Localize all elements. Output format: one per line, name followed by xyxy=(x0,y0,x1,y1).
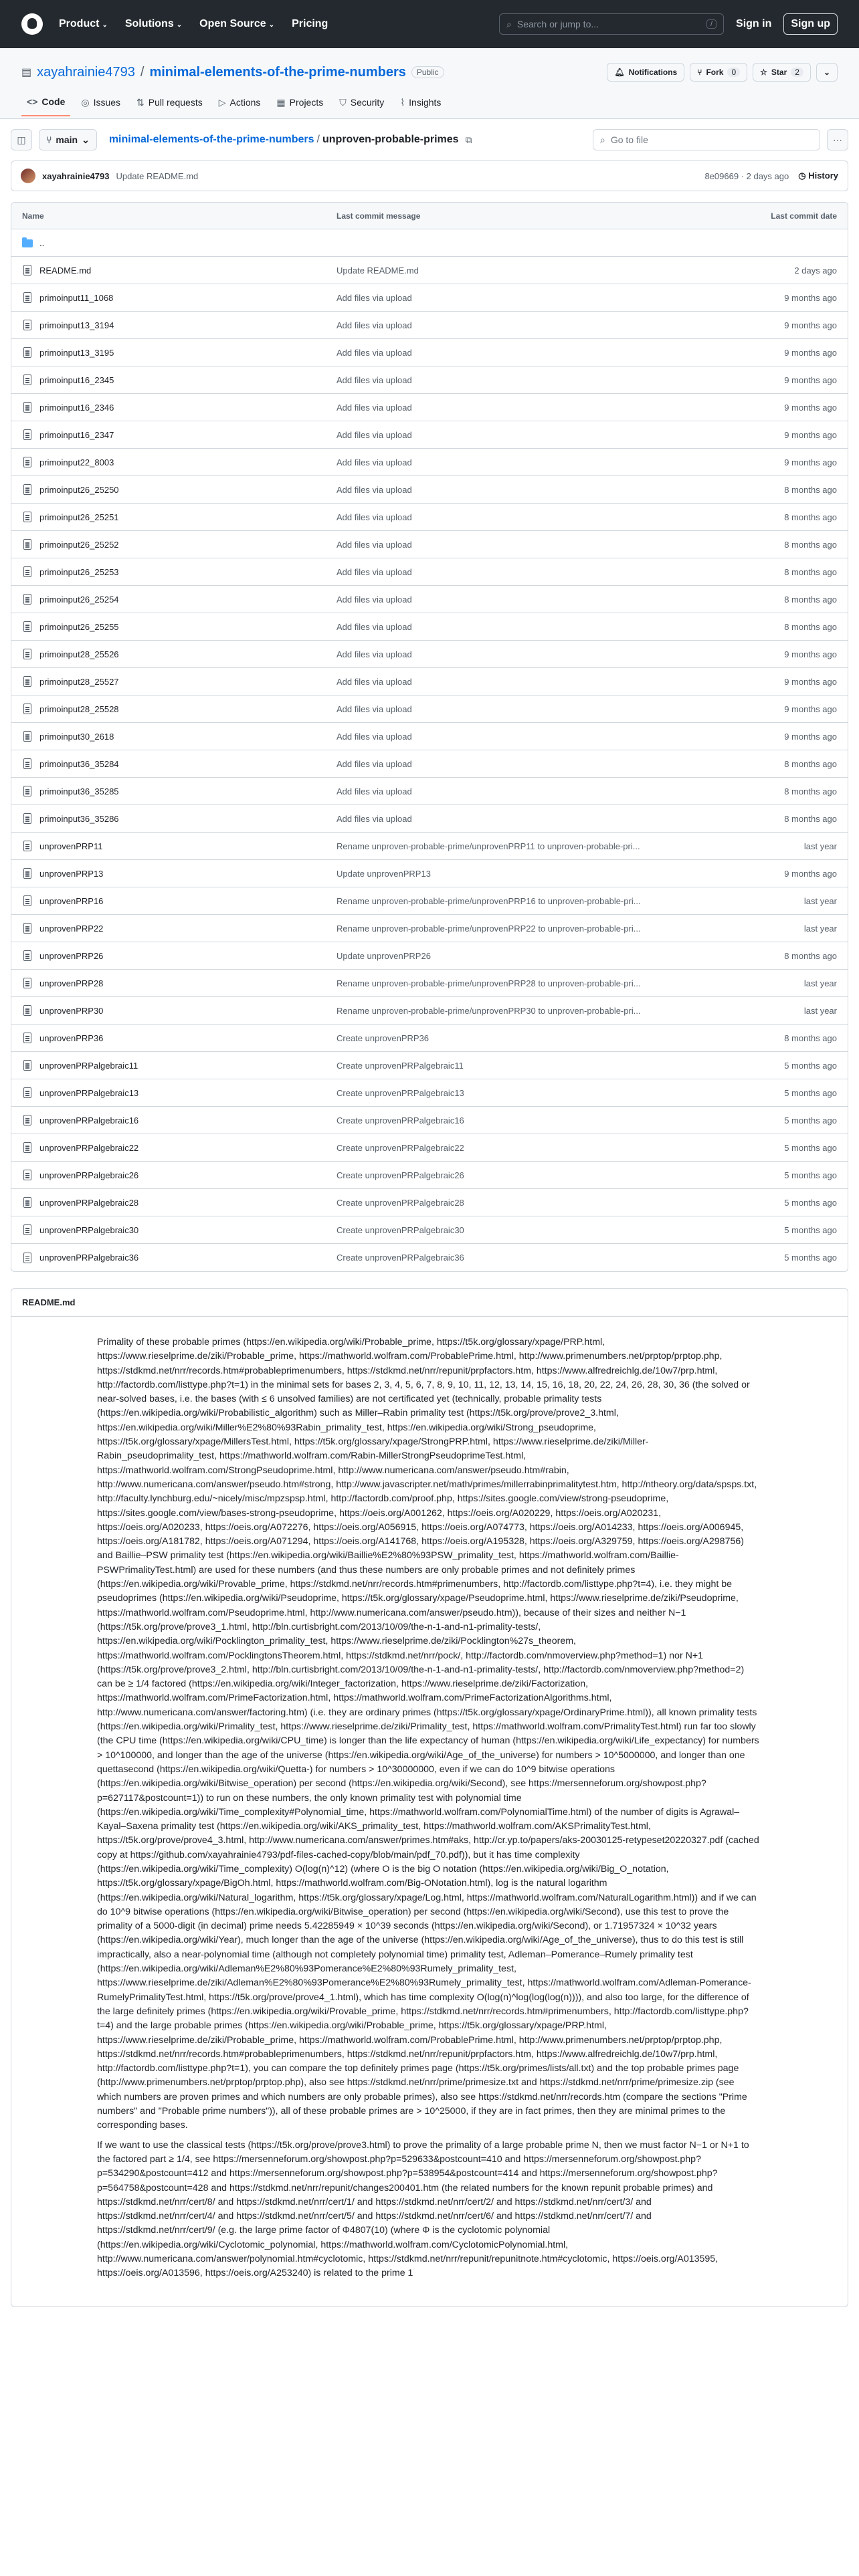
file-commit-message[interactable]: Rename unproven-probable-prime/unprovenPRP30 to unproven-probable-pri... xyxy=(337,1005,641,1016)
file-name-link[interactable]: primoinput16_2346 xyxy=(39,402,114,413)
file-commit-date: 5 months ago xyxy=(784,1253,837,1263)
file-name-link[interactable]: README.md xyxy=(39,265,92,276)
file-commit-message[interactable]: Add files via upload xyxy=(337,484,412,495)
github-logo-icon[interactable] xyxy=(21,13,43,35)
star-count: 2 xyxy=(791,68,803,77)
file-name-link[interactable]: primoinput26_25254 xyxy=(39,594,119,605)
commit-time: · 2 days ago xyxy=(741,171,789,181)
global-search-input[interactable] xyxy=(499,13,724,35)
file-icon xyxy=(23,868,31,879)
table-row[interactable] xyxy=(11,312,848,339)
file-commit-message[interactable]: Create unprovenPRPalgebraic36 xyxy=(337,1253,464,1263)
kebab-icon: ··· xyxy=(833,134,842,145)
table-row[interactable] xyxy=(11,641,848,668)
file-name-link[interactable]: primoinput13_3195 xyxy=(39,347,114,358)
table-row[interactable] xyxy=(11,229,848,257)
table-row[interactable] xyxy=(11,613,848,641)
table-row[interactable] xyxy=(11,586,848,613)
file-icon xyxy=(23,621,31,632)
repo-name-link[interactable]: minimal-elements-of-the-prime-numbers xyxy=(149,64,406,80)
file-commit-date: 9 months ago xyxy=(784,704,837,714)
path-bar xyxy=(0,119,859,160)
file-icon xyxy=(23,813,31,824)
file-icon xyxy=(23,347,31,358)
file-commit-message[interactable]: Rename unproven-probable-prime/unprovenPRP16 to unproven-probable-pri... xyxy=(337,895,641,906)
file-commit-message[interactable]: Add files via upload xyxy=(337,457,412,467)
folder-icon xyxy=(22,239,33,247)
file-name-link[interactable]: primoinput26_25250 xyxy=(39,484,119,495)
file-commit-message[interactable]: Rename unproven-probable-prime/unprovenPRP11 to unproven-probable-pri... xyxy=(337,841,640,851)
repo-tabs xyxy=(21,96,838,116)
file-icon xyxy=(23,1060,31,1071)
file-commit-date: 5 months ago xyxy=(784,1224,837,1235)
file-commit-message[interactable]: Add files via upload xyxy=(337,594,412,605)
issue-icon: ◎ xyxy=(81,96,90,108)
readme-panel xyxy=(11,1288,848,2307)
file-name-link[interactable]: unprovenPRPalgebraic13 xyxy=(39,1087,139,1098)
branch-selector[interactable]: ⑂ main ⌄ xyxy=(39,129,97,150)
file-name-link[interactable]: unprovenPRP26 xyxy=(39,950,104,961)
file-commit-message[interactable]: Create unprovenPRPalgebraic28 xyxy=(337,1197,464,1208)
chevron-down-icon: ⌄ xyxy=(102,21,108,29)
file-icon xyxy=(23,841,31,851)
chevron-down-icon: ⌄ xyxy=(176,21,183,29)
file-name-link[interactable]: unprovenPRP11 xyxy=(39,841,103,851)
table-row[interactable] xyxy=(11,1134,848,1162)
file-name-link[interactable]: unprovenPRP28 xyxy=(39,978,104,988)
repo-header xyxy=(0,48,859,119)
file-commit-message[interactable]: Add files via upload xyxy=(337,566,412,577)
table-icon: ▦ xyxy=(276,96,286,108)
tab-insights[interactable]: ⌇ Insights xyxy=(400,96,442,108)
file-commit-date: 8 months ago xyxy=(784,566,837,577)
branch-icon: ⑂ xyxy=(46,134,52,145)
file-icon xyxy=(23,1005,31,1016)
file-commit-date: 9 months ago xyxy=(784,649,837,659)
file-commit-date: 8 months ago xyxy=(784,950,837,961)
file-commit-message[interactable]: Add files via upload xyxy=(337,786,412,796)
table-row[interactable] xyxy=(11,504,848,531)
table-row[interactable] xyxy=(11,750,848,778)
table-row[interactable] xyxy=(11,366,848,394)
tab-pull-requests[interactable]: ⇅ Pull requests xyxy=(136,96,203,108)
file-commit-date: 5 months ago xyxy=(784,1060,837,1071)
file-name-link[interactable]: unprovenPRP22 xyxy=(39,923,104,934)
file-icon xyxy=(23,649,31,659)
file-icon xyxy=(23,704,31,714)
bell-icon: 🔔︎ xyxy=(614,68,625,77)
file-commit-date: 8 months ago xyxy=(784,813,837,824)
file-commit-date: 9 months ago xyxy=(784,320,837,330)
file-commit-message[interactable]: Create unprovenPRPalgebraic16 xyxy=(337,1115,464,1125)
file-commit-date: last year xyxy=(803,923,837,934)
file-icon xyxy=(23,402,31,413)
file-commit-message[interactable]: Add files via upload xyxy=(337,813,412,824)
table-row[interactable] xyxy=(11,833,848,860)
file-commit-date: 9 months ago xyxy=(784,429,837,440)
side-panel-toggle-button[interactable] xyxy=(11,129,32,150)
pull-request-icon: ⇅ xyxy=(136,96,145,108)
file-name-link[interactable]: unprovenPRP16 xyxy=(39,895,104,906)
readme-body xyxy=(11,1317,848,2306)
file-icon xyxy=(23,374,31,385)
table-row[interactable] xyxy=(11,805,848,833)
file-name-link[interactable]: primoinput36_35284 xyxy=(39,758,119,769)
breadcrumb-root-link[interactable]: minimal-elements-of-the-prime-numbers xyxy=(108,134,314,145)
file-name-link[interactable]: primoinput26_25253 xyxy=(39,566,119,577)
file-commit-message[interactable]: Create unprovenPRPalgebraic30 xyxy=(337,1224,464,1235)
star-icon: ☆ xyxy=(760,68,767,77)
file-commit-message[interactable]: Update README.md xyxy=(337,265,419,276)
search-shortcut-key: / xyxy=(706,19,717,29)
column-name: Name xyxy=(22,211,44,221)
table-row[interactable] xyxy=(11,970,848,997)
file-name-link[interactable]: unprovenPRPalgebraic26 xyxy=(39,1170,139,1180)
file-name-link[interactable]: .. xyxy=(39,237,45,248)
file-name-link[interactable]: primoinput16_2347 xyxy=(39,429,114,440)
tab-issues[interactable]: ◎ Issues xyxy=(81,96,121,108)
table-row[interactable] xyxy=(11,531,848,558)
file-commit-message[interactable]: Add files via upload xyxy=(337,758,412,769)
file-commit-message[interactable]: Add files via upload xyxy=(337,676,412,687)
repo-icon: ▤ xyxy=(21,67,32,78)
file-icon xyxy=(23,1170,31,1180)
file-commit-date: 5 months ago xyxy=(784,1087,837,1098)
table-row[interactable] xyxy=(11,695,848,723)
file-name-link[interactable]: primoinput22_8003 xyxy=(39,457,114,467)
nav-product[interactable]: Product ⌄ xyxy=(59,18,108,29)
file-icon xyxy=(23,1142,31,1153)
file-commit-date: 8 months ago xyxy=(784,758,837,769)
table-row[interactable] xyxy=(11,915,848,942)
file-commit-date: 9 months ago xyxy=(784,402,837,413)
notifications-button[interactable]: 🔔︎ Notifications xyxy=(607,63,684,82)
file-icon xyxy=(23,676,31,687)
file-commit-message[interactable]: Add files via upload xyxy=(337,649,412,659)
fork-icon: ⑂ xyxy=(697,68,702,77)
column-commit-message: Last commit message xyxy=(337,211,421,221)
table-row[interactable] xyxy=(11,723,848,750)
table-row[interactable] xyxy=(11,257,848,284)
file-icon xyxy=(23,1253,31,1263)
file-commit-message[interactable]: Create unprovenPRPalgebraic11 xyxy=(337,1060,464,1071)
file-commit-date: 8 months ago xyxy=(784,1033,837,1043)
play-icon: ▷ xyxy=(218,96,226,108)
file-commit-message[interactable]: Create unprovenPRPalgebraic26 xyxy=(337,1170,464,1180)
more-options-button[interactable] xyxy=(827,129,848,150)
file-icon xyxy=(23,1033,31,1043)
readme-title: README.md xyxy=(11,1289,848,1317)
file-commit-message[interactable]: Create unprovenPRP36 xyxy=(337,1033,430,1043)
table-row[interactable] xyxy=(11,1162,848,1189)
global-header xyxy=(0,0,859,48)
file-name-link[interactable]: primoinput28_25526 xyxy=(39,649,119,659)
chevron-down-icon: ⌄ xyxy=(268,21,275,29)
chevron-down-icon: ⌄ xyxy=(82,134,90,145)
file-commit-date: last year xyxy=(803,1005,837,1016)
fork-button[interactable]: ⑂ Fork 0 xyxy=(690,63,747,82)
copy-path-icon[interactable]: ⧉ xyxy=(465,134,472,145)
file-name-link[interactable]: unprovenPRPalgebraic28 xyxy=(39,1197,139,1208)
file-icon xyxy=(23,731,31,742)
table-row[interactable] xyxy=(11,860,848,887)
file-commit-date: 5 months ago xyxy=(784,1170,837,1180)
table-row[interactable] xyxy=(11,1107,848,1134)
history-icon: ◷ xyxy=(798,171,806,181)
file-name-link[interactable]: primoinput26_25255 xyxy=(39,621,119,632)
file-commit-date: 8 months ago xyxy=(784,539,837,550)
column-commit-date: Last commit date xyxy=(771,211,837,221)
file-icon xyxy=(23,566,31,577)
readme-paragraph: Primality of these probable primes (https://en.wikipedia.org/wiki/Probable_prime, https://t5k.org/glossary/xpage/PRP.html, https://www.rieselprime.de/ziki/Probable_prime, https://mathworld.wolfram.com/ProbablePrime.html, http://www.primenumbers.net/prptop/prptop.php, https://stdkmd.net/nrr/records.htm#probableprimenumbers, https://stdkmd.net/nrr/repunit/prpfactors.htm, https://www.alfredreichlg.de/10w7/prp.html, http://factordb.com/listtype.php?t=1) in the minimal sets for bases 2, 3, 4, 5, 6, 7, 8, 9, 10, 11, 12, 13, 14, 15, 16, 18, 20, 22, 24, 26, 28, 30, 36 (the solved or near-solved bases, i.e. the bases (with ≤ 6 unsolved families) are not certificated yet (technically, probable primality tests (https://en.wikipedia.org/wiki/Probabilistic_algorithm) such as Miller–Rabin primality test (https://t5k.org/prove/prove2_3.html, https://en.wikipedia.org/wiki/Miller%E2%80%93Rabin_primality_test, https://en.wikipedia.org/wiki/Strong_pseudoprime, https://t5k.org/glossary/xpage/MillersTest.html, https://t5k.org/glossary/xpage/StrongPRP.html, https://www.rieselprime.de/ziki/Miller-Rabin_pseudoprimality_test, https://mathworld.wolfram.com/Rabin-MillerStrongPseudoprimeTest.html, https://mathworld.wolfram.com/StrongPseudoprime.html, http://www.numericana.com/answer/pseudo.htm#rabin, http://www.numericana.com/answer/pseudo.htm#strong, http://www.javascripter.net/math/primes/millerrabinprimalitytest.htm, http://ntheory.org/data/spsps.txt, http://faculty.lynchburg.edu/~nicely/misc/mpzspsp.html, http://factordb.com/proof.php, https://sites.google.com/view/strong-pseudoprime, https://sites.google.com/view/bases-strong-pseudoprime, https://oeis.org/A001262, https://oeis.org/A020229, https://oeis.org/A020231, https://oeis.org/A020233, https://oeis.org/A072276, https://oeis.org/A056915, https://oeis.org/A074773, https://oeis.org/A014233, https://oeis.org/A006945, https://oeis.org/A181782, https://oeis.org/A071294, https://oeis.org/A141768, https://oeis.org/A195328, https://oeis.org/A329759, https://oeis.org/A298756) and Baillie–PSW primality test (https://en.wikipedia.org/wiki/Baillie%E2%80%93PSW_primality_test, https://mathworld.wolfram.com/Baillie-PSWPrimalityTest.html) are used for these numbers (and thus these numbers are only probable primes and not definitely primes (https://en.wikipedia.org/wiki/Provable_prime, https://stdkmd.net/nrr/records.htm#primenumbers, http://factordb.com/listtype.php?t=4), i.e. they might be pseudoprimes (https://en.wikipedia.org/wiki/Pseudoprime, https://t5k.org/glossary/xpage/Pseudoprime.html, https://www.rieselprime.de/ziki/Pseudoprime, https://mathworld.wolfram.com/Pseudoprime.html, http://www.numericana.com/answer/pseudo.htm)), because of their sizes and neither N−1 (https://t5k.org/prove/prove3_1.html, http://bln.curtisbright.com/2013/10/09/the-n-1-and-n1-primality-tests/, https://en.wikipedia.org/wiki/Pocklington_primality_test, https://www.rieselprime.de/ziki/Pocklington%27s_theorem, https://mathworld.wolfram.com/PocklingtonsTheorem.html, https://stdkmd.net/nrr/pock/, http://factordb.com/nmoverview.php?method=1) nor N+1 (https://t5k.org/prove/prove3_2.html, http://bln.curtisbright.com/2013/10/09/the-n-1-and-n1-primality-tests/, http://factordb.com/nmoverview.php?method=2) can be ≥ 1/4 factored (https://en.wikipedia.org/wiki/Integer_factorization, https://www.rieselprime.de/ziki/Factorization, https://mathworld.wolfram.com/PrimeFactorization.html, https://mathworld.wolfram.com/PrimeFactorizationAlgorithms.html, http://www.numericana.com/answer/factoring.htm) (i.e. they are ordinary primes (https://t5k.org/glossary/xpage/OrdinaryPrime.html)), all known primality tests (https://en.wikipedia.org/wiki/Primality_test, https://www.rieselprime.de/ziki/Primality_test, https://mathworld.wolfram.com/PrimalityTest.html) run far too slowly (the CPU time (https://en.wikipedia.org/wiki/CPU_time) is longer than the life expectancy of human (https://en.wikipedia.org/wiki/Life_expectancy) for numbers > 10^100000, and longer than the age of the universe (https://en.wikipedia.org/wiki/Age_of_the_universe) for numbers > 10^5000000, and longer than one quettasecond (https://en.wikipedia.org/wiki/Quetta-) for numbers > 10^30000000, even if we can do 10^9 bitwise operations (https://en.wikipedia.org/wiki/Bitwise_operation) per second (https://en.wikipedia.org/wiki/Second), see https://mersenneforum.org/showpost.php?p=627117&postcount=1)) to run on these numbers, the only known primality test with polynomial time (https://en.wikipedia.org/wiki/Time_complexity#Polynomial_time, https://mathworld.wolfram.com/PolynomialTime.html) of the number of digits is Agrawal–Kayal–Saxena primality test (https://en.wikipedia.org/wiki/AKS_primality_test, https://mathworld.wolfram.com/AKSPrimalityTest.html, https://t5k.org/prove/prove4_3.html, http://www.numericana.com/answer/primes.htm#aks, http://cr.yp.to/papers/aks-20030125-retypeset20220327.pdf (cached copy at https://github.com/xayahrainie4793/pdf-files-cached-copy/blob/main/pdf_70.pdf)), but it has time complexity (https://en.wikipedia.org/wiki/Time_complexity) O(log(n)^12) (where O is the big O notation (https://en.wikipedia.org/wiki/Big_O_notation, https://t5k.org/glossary/xpage/BigOh.html, https://mathworld.wolfram.com/Big-ONotation.html), log is the natural logarithm (https://en.wikipedia.org/wiki/Natural_logarithm, https://t5k.org/glossary/xpage/Log.html, https://mathworld.wolfram.com/NaturalLogarithm.html)) and if we can do 10^9 bitwise operations (https://en.wikipedia.org/wiki/Bitwise_operation) per second (https://en.wikipedia.org/wiki/Second), use this test to prove the primality of a 5000-digit (in decimal) prime needs 5.42285949 × 10^39 seconds (https://en.wikipedia.org/wiki/Second), or 1.71957324 × 10^32 years (https://en.wikipedia.org/wiki/Year), much longer than the age of the universe (https://en.wikipedia.org/wiki/Age_of_the_universe), thus to do this test is still impractically, also a near-polynomial time (although not completely polynomial time) primality test, Adleman–Pomerance–Rumely primality test (https://en.wikipedia.org/wiki/Adleman%E2%80%93Pomerance%E2%80%93Rumely_primality_test, https://www.rieselprime.de/ziki/Adleman%E2%80%93Pomerance%E2%80%93Rumely_primality_test, https://mathworld.wolfram.com/Adleman-Pomerance-RumelyPrimalityTest.html, https://t5k.org/prove/prove4_1.html), which has time complexity O(log(n)^log(log(log(n)))), and also too large, for the difference of the large definitely primes (https://en.wikipedia.org/wiki/Provable_prime, https://stdkmd.net/nrr/records.htm#primenumbers, http://factordb.com/listtype.php?t=4) and the large probable primes (https://en.wikipedia.org/wiki/Probable_prime, https://t5k.org/glossary/xpage/PRP.html, https://www.rieselprime.de/ziki/Probable_prime, https://mathworld.wolfram.com/ProbablePrime.html, http://www.primenumbers.net/prptop/prptop.php, https://stdkmd.net/nrr/records.htm#probableprimenumbers, https://stdkmd.net/nrr/repunit/prpfactors.htm, https://www.alfredreichlg.de/10w7/prp.html, http://factordb.com/listtype.php?t=1), you can compare the top definitely primes page (https://t5k.org/primes/lists/all.txt) and the top probable primes page (http://www.primenumbers.net/prptop/prptop.php), also see https://stdkmd.net/nrr/prime/primesize.txt and https://stdkmd.net/nrr/prime/primesize.zip (see which numbers are proven primes and which numbers are only probable primes), also see https://stdkmd.net/nrr/records.htm (compare the sections "Prime numbers" and "Probable prime numbers")), all of these probable primes are > 10^25000, if they are in fact primes, then they are minimal primes to the corresponding bases. xyxy=(97,1337,759,2131)
file-commit-date: 5 months ago xyxy=(784,1115,837,1125)
file-commit-message[interactable]: Update unprovenPRP26 xyxy=(337,950,431,961)
file-name-link[interactable]: unprovenPRPalgebraic22 xyxy=(39,1142,139,1153)
file-commit-message[interactable]: Add files via upload xyxy=(337,402,412,413)
file-icon xyxy=(23,484,31,495)
file-name-link[interactable]: primoinput28_25527 xyxy=(39,676,119,687)
repo-owner-link[interactable]: xayahrainie4793 xyxy=(37,64,135,80)
file-name-link[interactable]: unprovenPRP13 xyxy=(39,868,104,879)
table-row[interactable] xyxy=(11,1189,848,1216)
file-commit-date: 2 days ago xyxy=(794,265,837,276)
latest-commit-bar xyxy=(11,160,848,191)
graph-icon: ⌇ xyxy=(400,96,405,108)
file-name-link[interactable]: primoinput11_1068 xyxy=(39,292,114,303)
file-commit-date: 8 months ago xyxy=(784,786,837,796)
file-commit-message[interactable]: Add files via upload xyxy=(337,347,412,358)
file-commit-message[interactable]: Add files via upload xyxy=(337,704,412,714)
file-commit-date: 9 months ago xyxy=(784,676,837,687)
file-commit-date: 8 months ago xyxy=(784,484,837,495)
star-button[interactable]: ☆ Star 2 xyxy=(753,63,811,82)
file-icon xyxy=(23,1197,31,1208)
go-to-file-input[interactable]: ⌕ Go to file xyxy=(593,129,820,150)
breadcrumb: minimal-elements-of-the-prime-numbers / unproven-probable-primes xyxy=(108,134,459,145)
file-commit-date: 8 months ago xyxy=(784,512,837,522)
history-button[interactable]: ◷ History xyxy=(798,171,838,181)
sign-in-link[interactable]: Sign in xyxy=(736,18,772,29)
nav-pricing[interactable]: Pricing xyxy=(292,18,328,29)
file-icon xyxy=(23,594,31,605)
search-icon: ⌕ xyxy=(600,134,605,145)
file-commit-date: 9 months ago xyxy=(784,347,837,358)
visibility-badge: Public xyxy=(411,66,444,78)
file-name-link[interactable]: unprovenPRPalgebraic11 xyxy=(39,1060,138,1071)
file-name-link[interactable]: primoinput36_35285 xyxy=(39,786,119,796)
file-commit-message[interactable]: Add files via upload xyxy=(337,539,412,550)
file-commit-message[interactable]: Update unprovenPRP13 xyxy=(337,868,431,879)
table-row[interactable] xyxy=(11,339,848,366)
tab-projects[interactable]: ▦ Projects xyxy=(276,96,324,108)
tab-code[interactable]: <> Code xyxy=(21,96,70,116)
file-table-header xyxy=(11,203,848,229)
file-name-link[interactable]: primoinput26_25252 xyxy=(39,539,119,550)
file-commit-date: last year xyxy=(803,895,837,906)
file-icon xyxy=(23,265,31,276)
code-icon: <> xyxy=(27,96,38,107)
file-name-link[interactable]: unprovenPRPalgebraic36 xyxy=(39,1253,139,1263)
chevron-down-icon: ⌄ xyxy=(823,68,830,77)
table-row[interactable] xyxy=(11,1216,848,1244)
global-nav xyxy=(59,18,328,30)
nav-solutions[interactable]: Solutions ⌄ xyxy=(124,18,183,29)
file-icon xyxy=(23,950,31,961)
table-row[interactable] xyxy=(11,1052,848,1079)
file-name-link[interactable]: unprovenPRPalgebraic16 xyxy=(39,1115,139,1125)
file-name-link[interactable]: primoinput13_3194 xyxy=(39,320,114,330)
nav-open-source[interactable]: Open Source ⌄ xyxy=(199,18,275,29)
readme-paragraph: If we want to use the classical tests (https://t5k.org/prove/prove3.html) to prove the primality of a large probable prime N, then we must factor N−1 or N+1 to the factored part ≥ 1/4, see https://mersenneforum.org/showpost.php?p=529633&postcount=410 and https://mersenneforum.org/showpost.php?p=534290&postcount=412 and https://mersenneforum.org/showpost.php?p=538954&postcount=414 and https://mersenneforum.org/showpost.php?p=564758&postcount=428 and https://stdkmd.net/nrr/repunit/changes200401.htm (the related numbers for the known repunit probable primes) and https://stdkmd.net/nrr/cert/8/ and https://stdkmd.net/nrr/cert/1/ and https://stdkmd.net/nrr/cert/2/ and https://stdkmd.net/nrr/cert/3/ and https://stdkmd.net/nrr/cert/4/ and https://stdkmd.net/nrr/cert/5/ and https://stdkmd.net/nrr/cert/6/ and https://stdkmd.net/nrr/cert/7/ and https://stdkmd.net/nrr/cert/9/ (e.g. the large prime factor of Φ4807(10) (where Φ is the cyclotomic polynomial (https://en.wikipedia.org/wiki/Cyclotomic_polynomial, https://mathworld.wolfram.com/CyclotomicPolynomial.html, http://www.numericana.com/answer/polynomial.htm#cyclotomic, https://stdkmd.net/nrr/repunit/repunitnote.htm#cyclotomic, https://oeis.org/A013595, https://oeis.org/A013596, https://oeis.org/A253240) is related to the prime 1 xyxy=(97,2139,749,2279)
tab-actions[interactable]: ▷ Actions xyxy=(218,96,261,108)
file-icon xyxy=(23,978,31,988)
table-row[interactable] xyxy=(11,284,848,312)
file-table xyxy=(11,202,848,1272)
table-row[interactable] xyxy=(11,394,848,421)
file-commit-date: 5 months ago xyxy=(784,1197,837,1208)
file-commit-message[interactable]: Create unprovenPRPalgebraic13 xyxy=(337,1087,464,1098)
table-row[interactable] xyxy=(11,1244,848,1271)
star-dropdown-button[interactable] xyxy=(816,63,838,82)
file-commit-date: last year xyxy=(803,841,837,851)
file-commit-message[interactable]: Add files via upload xyxy=(337,292,412,303)
file-name-link[interactable]: primoinput36_35286 xyxy=(39,813,119,824)
file-commit-message[interactable]: Add files via upload xyxy=(337,374,412,385)
table-row[interactable] xyxy=(11,668,848,695)
table-row[interactable] xyxy=(11,942,848,970)
file-commit-date: 9 months ago xyxy=(784,731,837,742)
file-commit-date: 8 months ago xyxy=(784,621,837,632)
table-row[interactable] xyxy=(11,1079,848,1107)
file-commit-date: 9 months ago xyxy=(784,292,837,303)
file-commit-date: 9 months ago xyxy=(784,374,837,385)
file-icon xyxy=(23,895,31,906)
file-icon xyxy=(23,539,31,550)
table-row[interactable] xyxy=(11,887,848,915)
tab-security[interactable]: ⛉ Security xyxy=(339,96,385,108)
search-icon: ⌕ xyxy=(506,18,512,29)
commit-message[interactable]: Update README.md xyxy=(116,171,199,181)
file-icon xyxy=(23,786,31,796)
commit-author[interactable]: xayahrainie4793 xyxy=(42,171,110,181)
table-row[interactable] xyxy=(11,449,848,476)
file-icon xyxy=(23,758,31,769)
file-icon xyxy=(23,292,31,303)
commit-hash[interactable]: 8e09669 xyxy=(704,171,739,181)
file-icon xyxy=(23,1087,31,1098)
file-commit-message[interactable]: Add files via upload xyxy=(337,621,412,632)
file-name-link[interactable]: primoinput26_25251 xyxy=(39,512,119,522)
file-commit-message[interactable]: Create unprovenPRPalgebraic22 xyxy=(337,1142,464,1153)
file-commit-date: 9 months ago xyxy=(784,457,837,467)
file-commit-message[interactable]: Add files via upload xyxy=(337,320,412,330)
file-commit-date: 5 months ago xyxy=(784,1142,837,1153)
file-commit-message[interactable]: Add files via upload xyxy=(337,731,412,742)
avatar[interactable] xyxy=(21,169,35,183)
search-placeholder: Search or jump to... xyxy=(516,19,599,29)
file-icon xyxy=(23,320,31,330)
file-name-link[interactable]: primoinput30_2618 xyxy=(39,731,114,742)
breadcrumb-current: unproven-probable-primes xyxy=(322,134,459,145)
file-commit-message[interactable]: Rename unproven-probable-prime/unprovenPRP28 to unproven-probable-pri... xyxy=(337,978,641,988)
file-icon xyxy=(23,1224,31,1235)
repo-title-separator: / xyxy=(140,64,145,80)
file-icon xyxy=(23,1115,31,1125)
file-commit-date: 8 months ago xyxy=(784,594,837,605)
file-commit-date: last year xyxy=(803,978,837,988)
file-commit-message[interactable]: Add files via upload xyxy=(337,512,412,522)
sign-up-button[interactable]: Sign up xyxy=(783,13,838,35)
file-icon xyxy=(23,512,31,522)
file-icon xyxy=(23,429,31,440)
file-name-link[interactable]: unprovenPRPalgebraic30 xyxy=(39,1224,139,1235)
table-row[interactable] xyxy=(11,558,848,586)
table-row[interactable] xyxy=(11,778,848,805)
table-row[interactable] xyxy=(11,476,848,504)
table-row[interactable] xyxy=(11,997,848,1025)
fork-count: 0 xyxy=(727,68,740,77)
file-icon xyxy=(23,457,31,467)
file-commit-message[interactable]: Rename unproven-probable-prime/unprovenPRP22 to unproven-probable-pri... xyxy=(337,923,641,934)
file-name-link[interactable]: unprovenPRP30 xyxy=(39,1005,104,1016)
table-row[interactable] xyxy=(11,421,848,449)
file-commit-date: 9 months ago xyxy=(784,868,837,879)
file-name-link[interactable]: primoinput28_25528 xyxy=(39,704,119,714)
sidebar-expand-icon: ◫ xyxy=(17,134,26,145)
table-row[interactable] xyxy=(11,1025,848,1052)
file-name-link[interactable]: primoinput16_2345 xyxy=(39,374,114,385)
file-name-link[interactable]: unprovenPRP36 xyxy=(39,1033,104,1043)
shield-icon: ⛉ xyxy=(339,96,347,108)
file-icon xyxy=(23,923,31,934)
file-commit-message[interactable]: Add files via upload xyxy=(337,429,412,440)
